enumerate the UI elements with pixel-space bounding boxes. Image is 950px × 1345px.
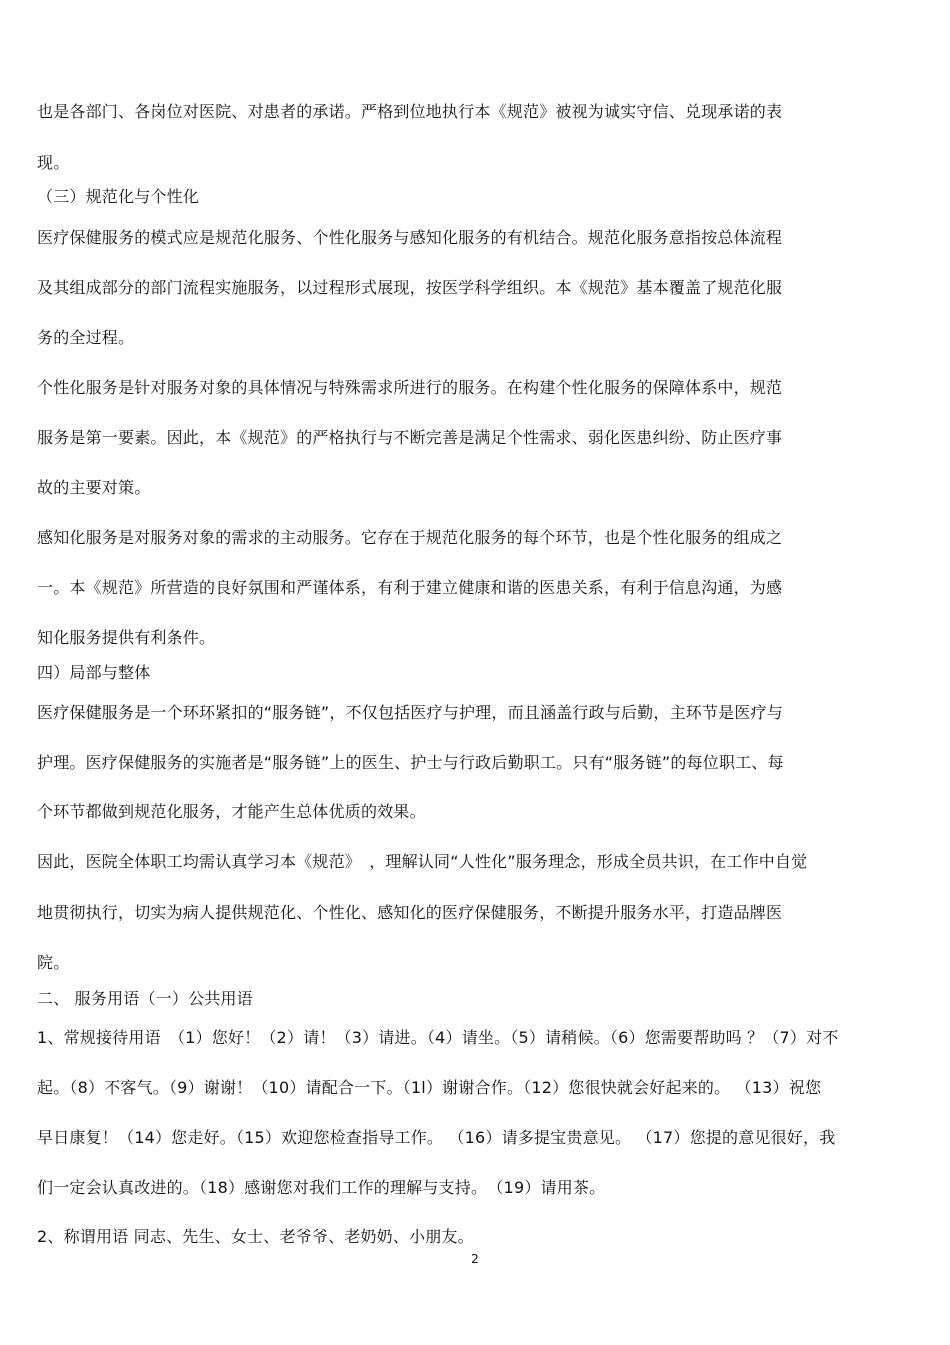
- text-line: 早日康复！（14）您走好。（15）欢迎您检查指导工作。 （16）请多提宝贵意见。 （17）您提的意见很好，我: [37, 1128, 836, 1147]
- text-line: 感知化服务是对服务对象的需求的主动服务。它存在于规范化服务的每个环节，也是个性化服务的组成之: [37, 528, 783, 547]
- section-heading: （三）规范化与个性化: [37, 187, 200, 206]
- text-line: 及其组成部分的部门流程实施服务，以过程形式展现，按医学科学组织。本《规范》基本覆盖了规范化服: [37, 278, 783, 297]
- text-line: 也是各部门、各岗位对医院、对患者的承诺。严格到位地执行本《规范》被视为诚实守信、兑现承诺的表: [37, 102, 783, 121]
- text-line: 院。: [37, 953, 70, 972]
- text-line: 知化服务提供有利条件。: [37, 628, 216, 647]
- section-heading: 二、 服务用语（一）公共用语: [37, 989, 253, 1008]
- text-line: 起。（8）不客气。（9）谢谢！（10）请配合一下。（1l）谢谢合作。（12）您很快就会好起来的。 （13）祝您: [37, 1078, 822, 1097]
- text-line: 护理。医疗保健服务的实施者是“服务链”上的医生、护士与行政后勤职工。只有“服务链”的每位职工、每: [37, 753, 784, 772]
- text-line: 个性化服务是针对服务对象的具体情况与特殊需求所进行的服务。在构建个性化服务的保障体系中，规范: [37, 378, 783, 397]
- text-line: 现。: [37, 153, 70, 172]
- text-line: 们一定会认真改进的。（18）感谢您对我们工作的理解与支持。 （19）请用茶。: [37, 1178, 606, 1197]
- text-line: 2、称谓用语 同志、先生、女士、老爷爷、老奶奶、小朋友。: [37, 1227, 474, 1246]
- text-line: 医疗保健服务的模式应是规范化服务、个性化服务与感知化服务的有机结合。规范化服务意指按总体流程: [37, 228, 783, 247]
- text-line: 地贯彻执行，切实为病人提供规范化、个性化、感知化的医疗保健服务，不断提升服务水平，打造品牌医: [37, 903, 783, 922]
- text-line: 医疗保健服务是一个环环紧扣的“服务链”，不仅包括医疗与护理，而且涵盖行政与后勤，主环节是医疗与: [37, 703, 783, 722]
- text-line: 一。本《规范》所营造的良好氛围和严谨体系，有利于建立健康和谐的医患关系，有利于信息沟通，为感: [37, 578, 783, 597]
- page-number: 2: [471, 1252, 479, 1266]
- text-line: 务的全过程。: [37, 328, 135, 347]
- text-line: 个环节都做到规范化服务，才能产生总体优质的效果。: [37, 802, 426, 821]
- text-line: 服务是第一要素。因此，本《规范》的严格执行与不断完善是满足个性需求、弱化医患纠纷、防止医疗事: [37, 428, 783, 447]
- text-line: 故的主要对策。: [37, 478, 151, 497]
- section-heading: 四）局部与整体: [37, 663, 151, 682]
- text-line: 1、常规接待用语 （1）您好！（2）请！（3）请进。（4）请坐。（5）请稍候。（6）您需要帮助吗 ？（7）对不: [37, 1028, 839, 1047]
- text-line: 因此，医院全体职工均需认真学习本《规范》 ，理解认同“人性化”服务理念，形成全员共识，在工作中自觉: [37, 852, 808, 871]
